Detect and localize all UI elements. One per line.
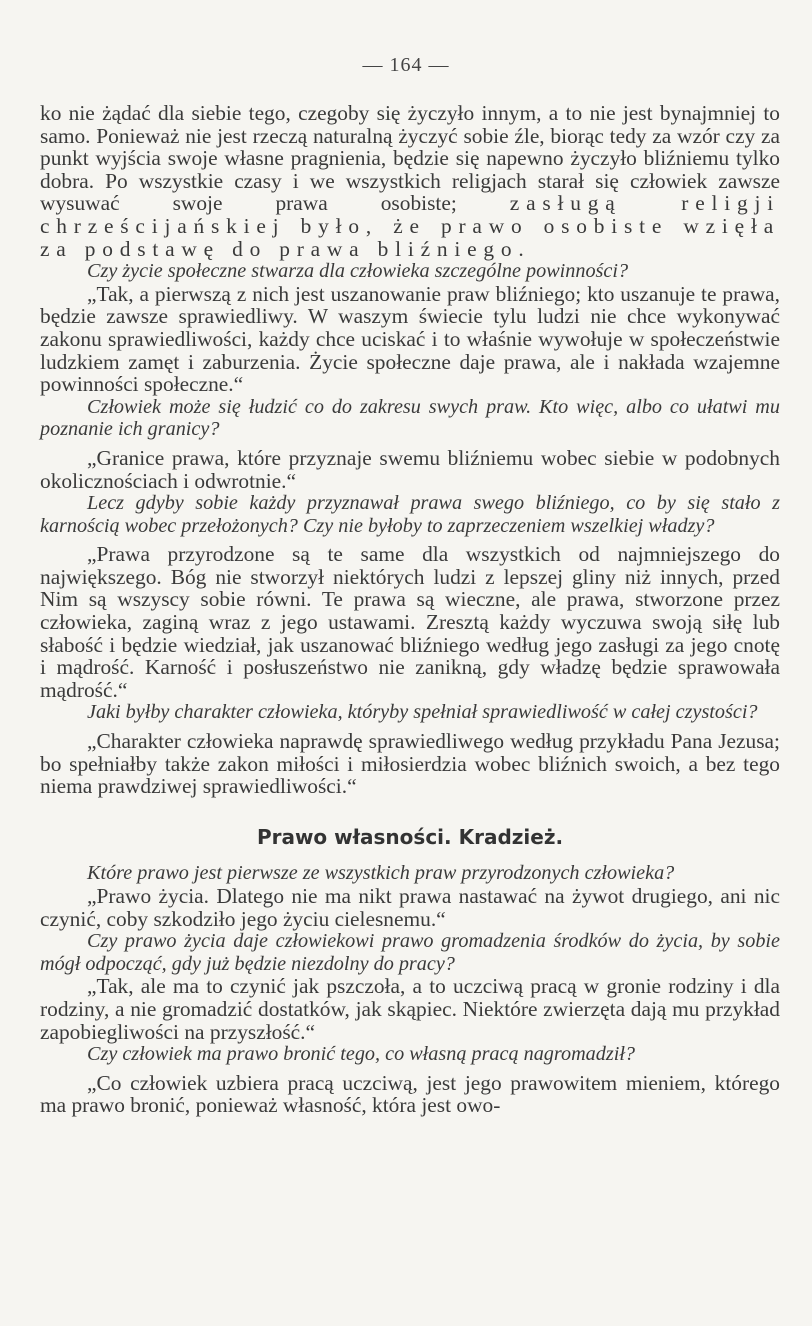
question: Czy człowiek ma prawo bronić tego, co własną pracą nagromadził? [87, 1043, 636, 1066]
question: Lecz gdyby sobie każdy przyznawał prawa swego bliźniego, co by się stało z karnością wobec przełożonych? Czy nie byłoby to zaprzeczeniem wszelkiej władzy? [40, 492, 780, 537]
answer: „Tak, a pierwszą z nich jest uszanowanie praw bliźniego; kto uszanuje te prawa, będzie zawsze sprawiedliwy. W waszym świecie tylu ludzi nie chce wykonywać zakonu sprawiedliwości, każdy chce uciskać i to właśnie wywołuje w społeczeństwie ludzkiem zamęt i zaburzenia. Życie społeczne daje prawa, ale i nakłada wzajemne powinności społeczne.“ [40, 281, 780, 397]
question: Czy prawo życia daje człowiekowi prawo gromadzenia środków do życia, by sobie mógł odpocząć, gdy już będzie niezdolny do pracy? [40, 930, 780, 975]
paragraph-continuation [40, 102, 780, 260]
question: Czy życie społeczne stwarza dla człowieka szczególne powinności? [87, 260, 629, 283]
answer: „Prawa przyrodzone są te same dla wszystkich od najmniejszego do największego. Bóg nie stworzył niektórych ludzi z lepszej gliny niż innych, przed Nim są wszyscy sobie równi. Te prawa są wieczne, ale prawa, stworzone przez człowieka, zaginą wraz z jego ustawami. Zresztą każdy wyczuwa swoją siłę lub słabość i będzie wiedział, jak uszanować bliźniego według jego zasługi za jego cnotę i mądrość. Karność i posłuszeństwo nie zanikną, gdy władzę będzie sprawowała mądrość.“ [40, 542, 780, 702]
answer: „Prawo życia. Dlatego nie ma nikt prawa nastawać na żywot drugiego, ani nic czynić, coby szkodziło jego życiu cielesnemu.“ [40, 884, 780, 931]
answer: „Charakter człowieka naprawdę sprawiedliwego według przykładu Pana Jezusa; bo spełniałby także zakon miłości i miłosierdzia wobec bliźnich swoich, a bez tego niema prawdziwej sprawiedliwości.“ [40, 729, 780, 799]
page-number: — 164 — [362, 54, 450, 76]
section-heading: Prawo własności. Kradzież. [256, 824, 564, 849]
page-text [40, 102, 780, 1117]
paragraph-text: ko nie żądać dla siebie tego, czegoby się życzyło innym, a to nie jest bynajmniej to samo. Ponieważ nie jest rzeczą naturalną życzyć sobie źle, biorąc tedy za wzór czy za punkt wyjścia swoje własne pragnienia, będzie się napewno życzyło bliźniemu tylko dobra. Po wszystkie czasy i we wszystkich religjach starał się człowiek zawsze wysuwać swoje prawa osobiste; [40, 101, 780, 216]
answer: „Co człowiek uzbiera pracą uczciwą, jest jego prawowitem mieniem, którego ma prawo bronić, ponieważ własność, która jest owo- [40, 1070, 780, 1118]
answer: „Granice prawa, które przyznaje swemu bliźniemu wobec siebie w podobnych okolicznościach i odwrotnie.“ [40, 445, 780, 493]
question: Które prawo jest pierwsze ze wszystkich praw przyrodzonych człowieka? [87, 862, 675, 885]
answer: „Tak, ale ma to czynić jak pszczoła, a to uczciwą pracą w gronie rodziny i dla rodziny, a nie gromadzić dostatków, jak skąpiec. Niektóre zwierzęta dają mu przykład zapobiegliwości na przyszłość.“ [40, 974, 780, 1044]
question: Jaki byłby charakter człowieka, któryby spełniał sprawiedliwość w całej czystości? [87, 701, 758, 724]
spaced-emphasis: zasługą religji chrześcijańskiej było, że prawo osobiste wzięła za podstawę do prawa bliźniego. [40, 191, 780, 261]
question: Człowiek może się łudzić co do zakresu swych praw. Kto więc, albo co ułatwi mu poznanie ich granicy? [40, 395, 780, 441]
